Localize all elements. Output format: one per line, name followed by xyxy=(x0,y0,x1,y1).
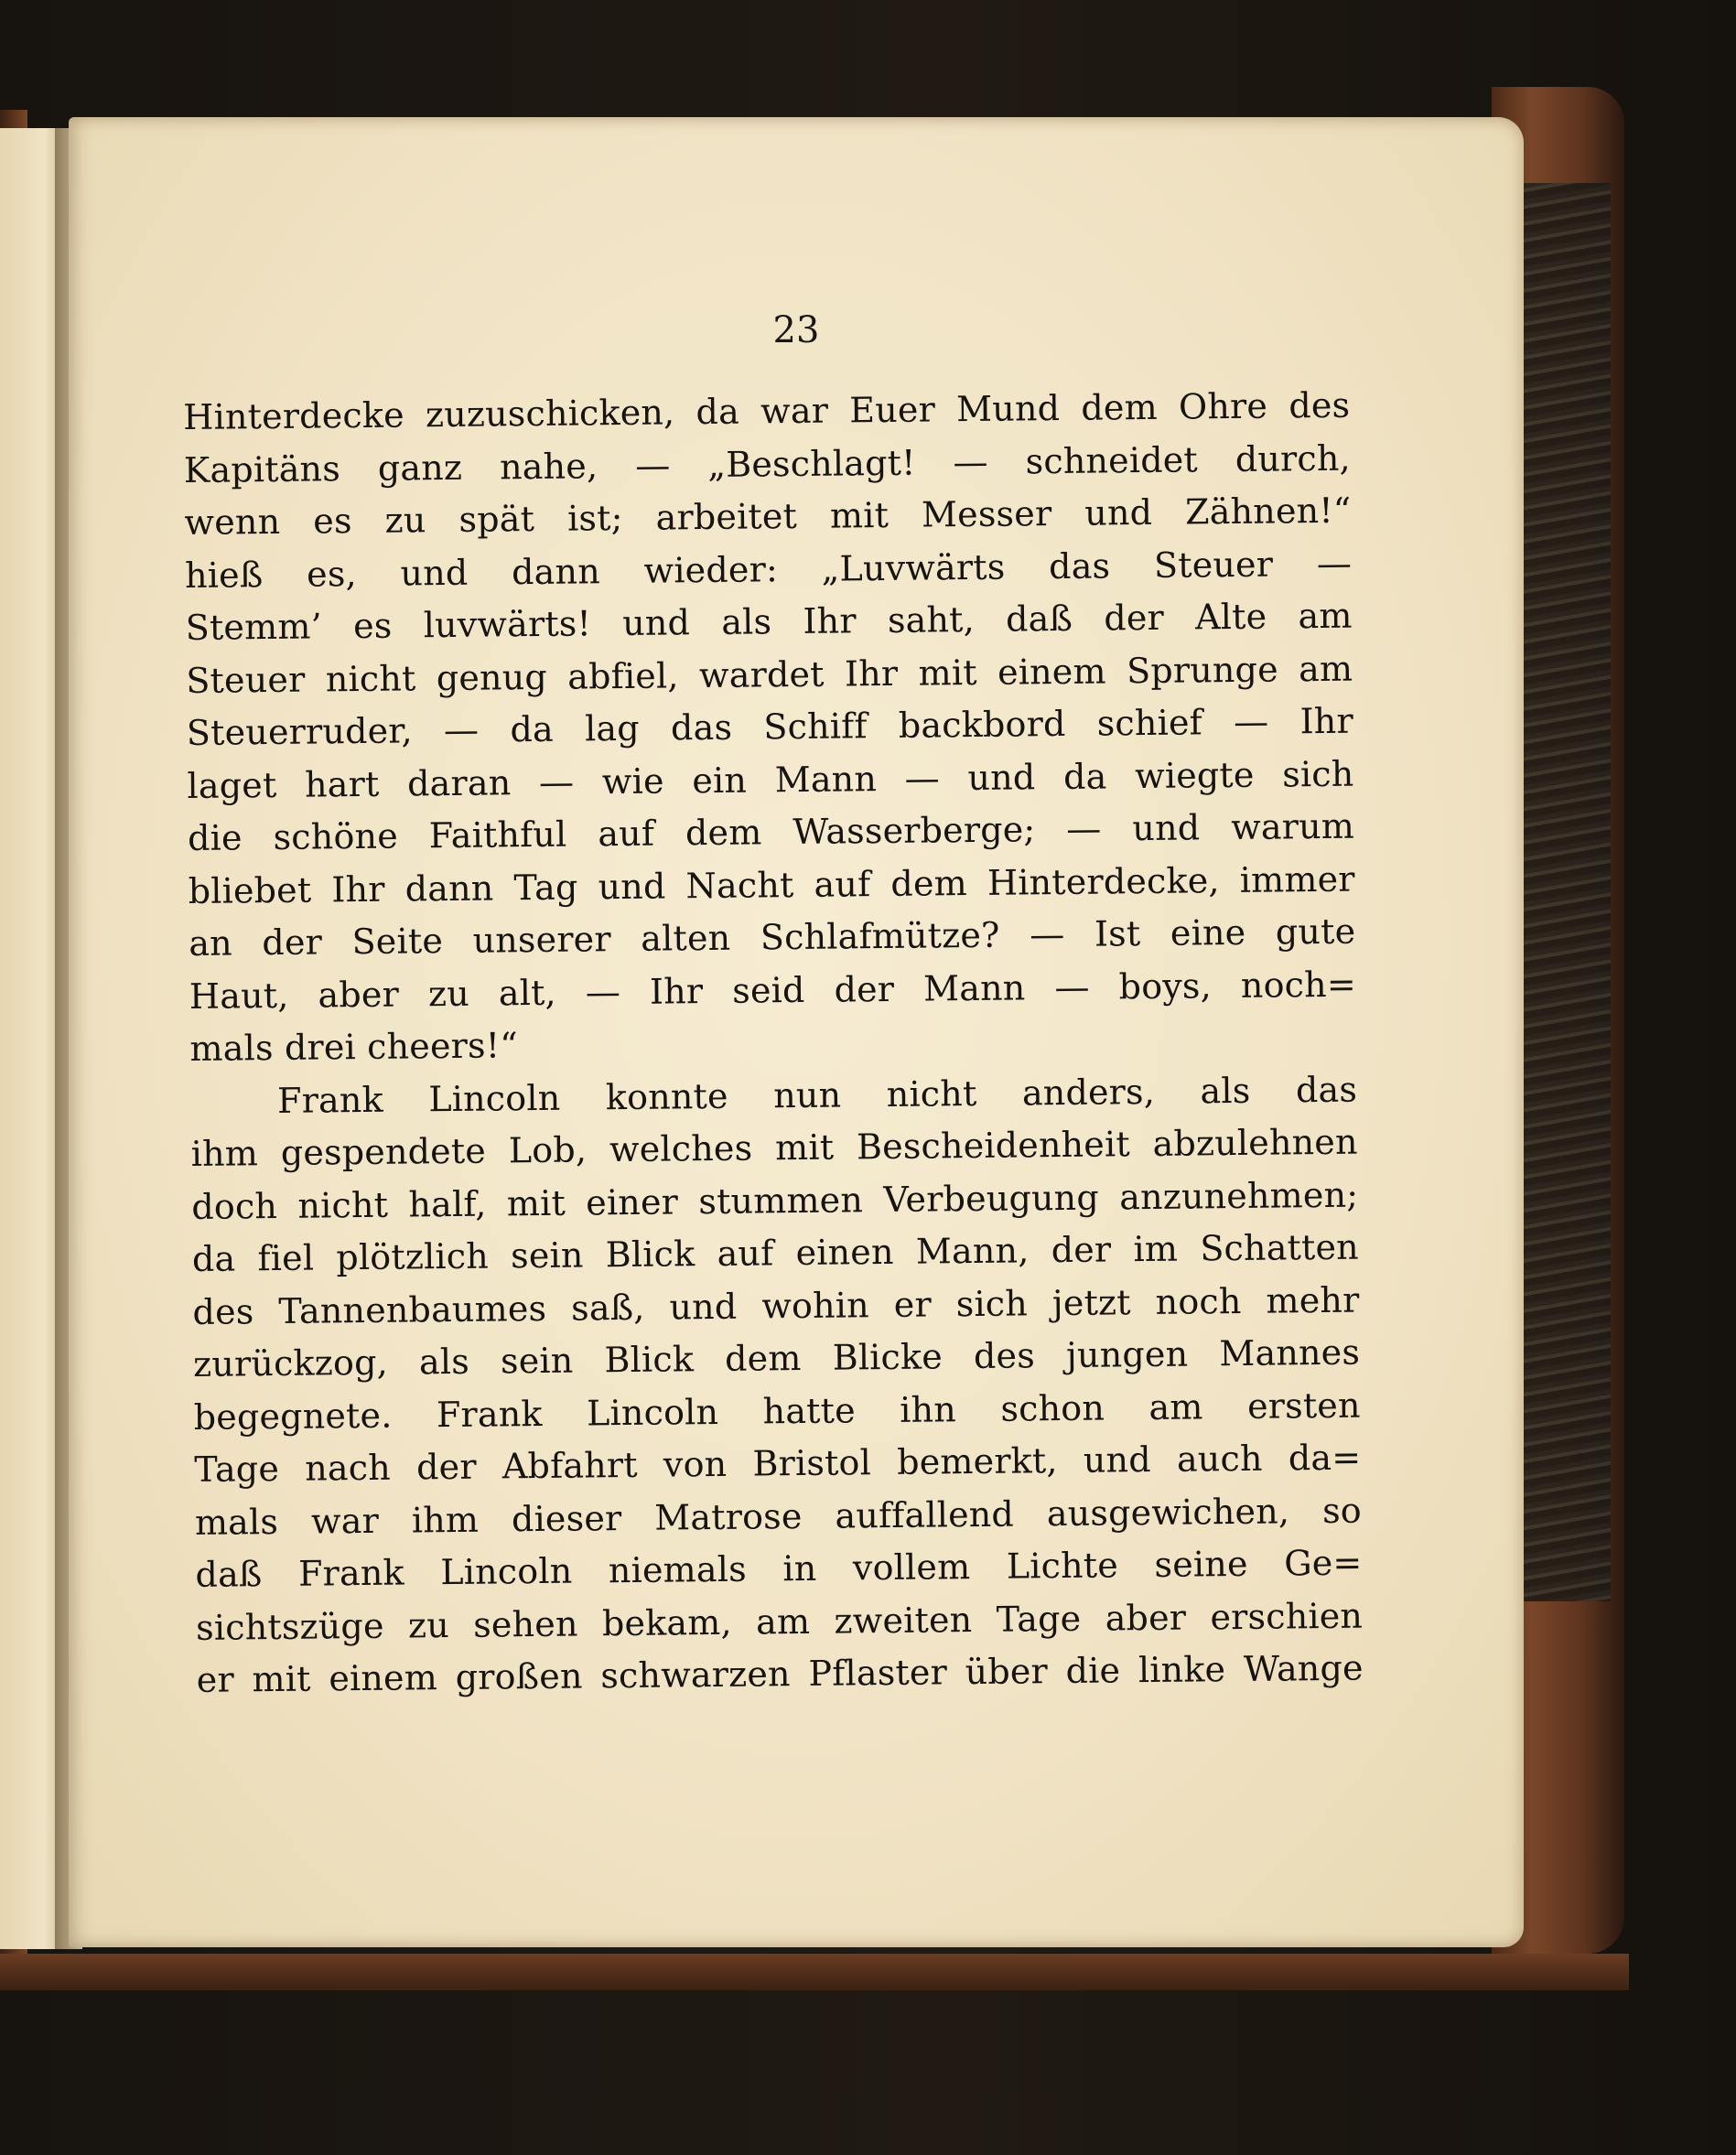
text-line: die schöne Faithful auf dem Wasserberge; — und warum xyxy=(187,805,1355,858)
text-line: mals war ihm dieser Matrose auffallend ausgewichen, so xyxy=(194,1490,1363,1543)
text-line-paragraph-end: mals drei cheers!“ xyxy=(189,1025,519,1069)
text-line: wenn es zu spät ist; arbeitet mit Messer und Zähnen!“ xyxy=(184,490,1352,543)
text-line: des Tannenbaumes saß, und wohin er sich jetzt noch mehr xyxy=(192,1279,1360,1332)
text-line: bliebet Ihr dann Tag und Nacht auf dem Hinterdecke, immer xyxy=(188,858,1355,911)
text-line: Steuer nicht genug abfiel, wardet Ihr mit einem Sprunge am xyxy=(186,648,1353,701)
book-binding-bottom xyxy=(0,1954,1629,1990)
text-line: Kapitäns ganz nahe, — „Beschlagt! — schneidet durch, xyxy=(183,437,1352,490)
text-line: sichtszüge zu sehen bekam, am zweiten Tage aber erschien xyxy=(195,1595,1364,1648)
text-line: zurückzog, als sein Blick dem Blicke des jungen Mannes xyxy=(192,1331,1361,1385)
text-line: ihm gespendete Lob, welches mit Bescheidenheit abzulehnen xyxy=(190,1121,1358,1174)
text-line-paragraph-start: Frank Lincoln konnte nun nicht anders, als das xyxy=(276,1069,1358,1121)
text-line: an der Seite unserer alten Schlafmütze? — Ist eine gute xyxy=(189,910,1356,964)
text-line: Hinterdecke zuzuschicken, da war Euer Mund dem Ohre des xyxy=(183,384,1351,437)
page-number: 23 xyxy=(772,309,820,351)
text-line: laget hart daran — wie ein Mann — und da wiegte sich xyxy=(187,753,1354,806)
text-line: begegnete. Frank Lincoln hatte ihn schon am ersten xyxy=(193,1385,1361,1438)
text-line: doch nicht half, mit einer stummen Verbeugung anzunehmen; xyxy=(191,1174,1359,1227)
book-page xyxy=(69,117,1524,1947)
text-line: Haut, aber zu alt, — Ihr seid der Mann — boys, noch= xyxy=(189,964,1357,1017)
binding-cover-board xyxy=(1524,183,1611,1601)
text-line: hieß es, und dann wieder: „Luvwärts das Steuer — xyxy=(184,543,1353,596)
text-line: Stemm’ es luvwärts! und als Ihr saht, daß der Alte am xyxy=(185,595,1353,648)
text-line: er mit einem großen schwarzen Pflaster über die linke Wange xyxy=(196,1647,1364,1700)
body-text xyxy=(183,380,1364,1708)
text-line: Tage nach der Abfahrt von Bristol bemerkt, und auch da= xyxy=(194,1437,1362,1490)
text-line: daß Frank Lincoln niemals in vollem Lichte seine Ge= xyxy=(195,1542,1363,1595)
text-line: Steuerruder, — da lag das Schiff backbord schief — Ihr xyxy=(186,700,1354,753)
text-line: da fiel plötzlich sein Blick auf einen Mann, der im Schatten xyxy=(191,1226,1360,1279)
